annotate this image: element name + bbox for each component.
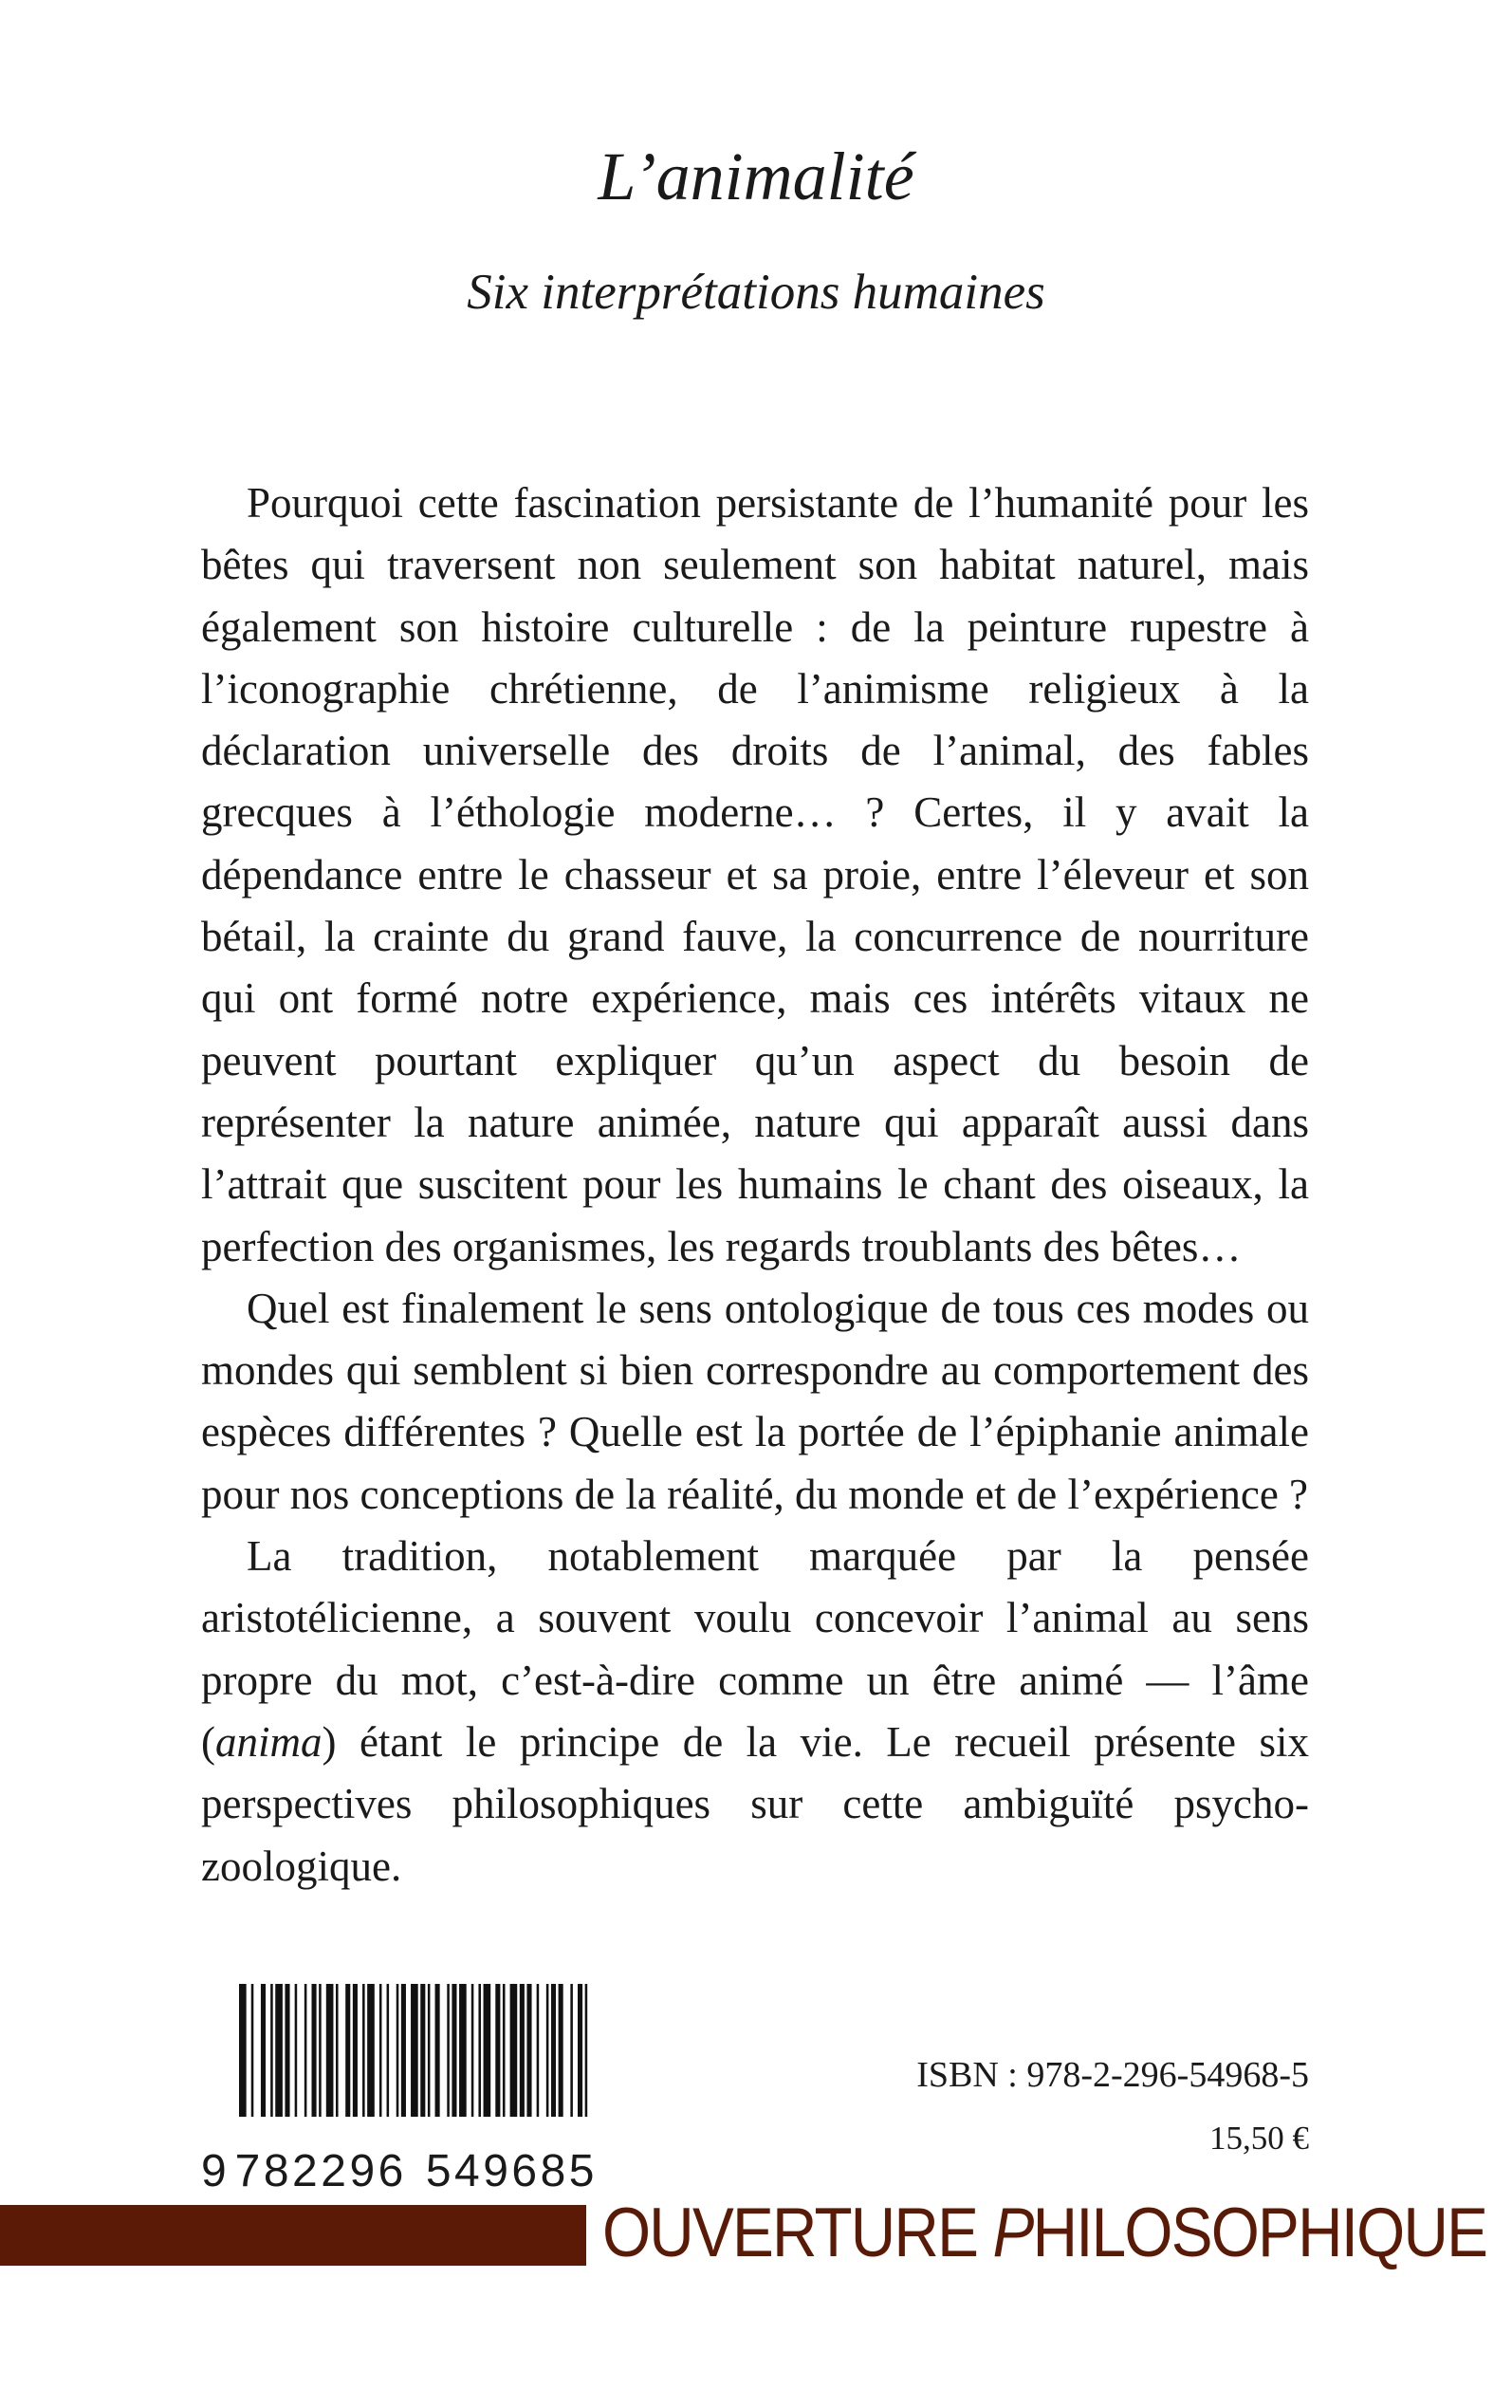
barcode-bar	[559, 1984, 563, 2121]
barcode-bar	[275, 1984, 283, 2121]
price: 15,50 €	[1209, 2120, 1309, 2157]
barcode-bar	[362, 1984, 365, 2121]
barcode-bar	[520, 1984, 525, 2121]
blurb-paragraph-1: Pourquoi cette fascination persistante de l’humanité pour les bêtes qui traversent non seulement son habitat naturel, mais également son histoire culturelle : de la peinture rupestre à l’iconographie chrétienne, de l’animisme religieux à la déclaration universelle des droits de l’animal, des fables grecques à l’éthologie moderne… ? Certes, il y avait la dépendance entre le chasseur et sa proie, entre l’éleveur et son bétail, la crainte du grand fauve, la concurrence de nourriture qui ont formé notre expérience, mais ces intérêts vitaux ne peuvent pourtant expliquer qu’un aspect du besoin de représenter la nature animée, nature qui apparaît aussi dans l’attrait que suscitent pour les humains le chant des oiseaux, la perfection des organismes, les regards troublants des bêtes…	[201, 479, 1309, 1270]
barcode-bar	[546, 1984, 549, 2121]
barcode-bar	[295, 1984, 298, 2121]
barcode-bar	[401, 1984, 406, 2121]
book-subtitle: Six interprétations humaines	[467, 265, 1045, 320]
barcode-bar	[435, 1984, 440, 2121]
barcode-bar	[387, 1984, 390, 2121]
barcode-bar	[452, 1984, 456, 2121]
barcode-bar	[510, 1984, 518, 2121]
isbn-number: ISBN : 978-2-296-54968-5	[916, 2055, 1309, 2095]
barcode-bar	[447, 1984, 450, 2121]
barcode-group-1: 782296	[234, 2146, 407, 2196]
barcode-bar	[484, 1984, 491, 2121]
series-name: OUVERTURE PHILOSOPHIQUE	[602, 2195, 1487, 2271]
barcode-bar	[251, 1984, 254, 2121]
barcode-bar	[503, 1984, 506, 2121]
barcode-bar	[396, 1984, 399, 2121]
barcode-bar	[537, 1984, 540, 2121]
barcode-digits	[201, 2117, 598, 2195]
anima-italic: anima	[215, 1717, 323, 1766]
book-title: L’animalité	[598, 139, 914, 214]
barcode-bar	[428, 1984, 431, 2121]
barcode-bar	[526, 1984, 531, 2121]
barcode-bar	[570, 1984, 573, 2121]
barcode-bar	[495, 1984, 500, 2121]
barcode-lead-digit: 9	[201, 2146, 227, 2196]
barcode-bar	[345, 1984, 350, 2121]
isbn-barcode	[201, 1984, 598, 2195]
barcode-bar	[551, 1984, 556, 2121]
blurb-paragraph-2: Quel est finalement le sens ontologique de tous ces modes ou mondes qui semblent si bien correspondre au comportement des espèces différentes ? Quelle est la portée de l’épiphanie animale pour nos conceptions de la réalité, du monde et de l’expérience ?	[201, 1284, 1309, 1518]
barcode-bar	[261, 1984, 266, 2121]
barcode-bar	[478, 1984, 481, 2121]
barcode-bar	[285, 1984, 289, 2121]
barcode-bar	[353, 1984, 358, 2121]
barcode-bar	[459, 1984, 467, 2121]
barcode-bar	[336, 1984, 339, 2121]
barcode-bar	[367, 1984, 375, 2121]
barcode-bar	[326, 1984, 334, 2121]
barcode-bar	[471, 1984, 474, 2121]
barcode-bar	[411, 1984, 418, 2121]
barcode-bar	[578, 1984, 582, 2121]
series-color-bar	[0, 2205, 586, 2266]
barcode-bar	[379, 1984, 382, 2121]
barcode-bar	[270, 1984, 273, 2121]
barcode-group-2: 549685	[425, 2146, 598, 2196]
back-cover-blurb	[201, 472, 1309, 1898]
barcode-bar	[319, 1984, 322, 2121]
barcode-bar	[304, 1984, 307, 2121]
blurb-paragraph-3: La tradition, notablement marquée par la pensée aristotélicienne, a souvent voulu concevoir l’animal au sens propre du mot, c’est-à-dire comme un être animé — l’âme (anima) étant le principe de la vie. Le recueil présente six perspectives philosophiques sur cette ambiguïté psycho-zoologique.	[201, 1532, 1309, 1890]
barcode-bar	[312, 1984, 317, 2121]
